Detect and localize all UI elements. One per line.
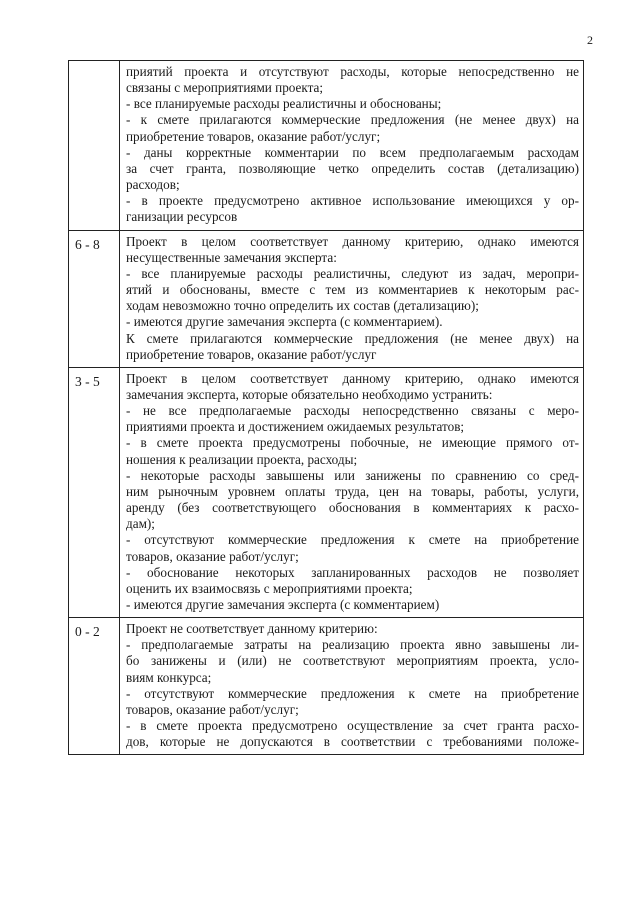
text-line: - отсутствуют коммерческие предложения к смете на приобретение [126,532,579,548]
criterion-description-cell [120,230,584,367]
text-line: К смете прилагаются коммерческие предложения (не менее двух) на [126,330,579,346]
text-line: расходов; [126,177,180,193]
text-line: ятий и обоснованы, вместе с тем из комментариев к некоторым рас- [126,282,579,298]
text-line: - все планируемые расходы реалистичны и обоснованы; [126,96,442,112]
text-line: за счет гранта, позволяющие четко определить состав (детализацию) [126,160,579,176]
text-line: Проект в целом соответствует данному критерию, однако имеются [126,233,579,249]
text-line: приобретение товаров, оказание работ/услуг [126,346,377,362]
text-line: бо занижены и (или) не соответствуют мероприятиям проекта, усло- [126,653,579,669]
text-line: аренду (без соответствующего обоснования в комментариях к расхо- [126,500,579,516]
score-range-cell: 6 - 8 [69,230,120,367]
text-line: приятий проекта и отсутствуют расходы, которые непосредственно не [126,64,579,79]
text-line: приобретение товаров, оказание работ/услуг; [126,128,381,144]
scoring-criteria-table [68,60,584,755]
text-line: Проект в целом соответствует данному критерию, однако имеются [126,370,579,386]
criterion-description-cell [120,367,584,617]
table-row [69,230,584,367]
criterion-description-cell [120,61,584,231]
text-line: - к смете прилагаются коммерческие предложения (не менее двух) на [126,112,579,128]
text-line: товаров, оказание работ/услуг; [126,701,299,717]
text-line: - некоторые расходы завышены или занижены по сравнению со сред- [126,467,579,483]
text-line: дам); [126,516,155,532]
text-line: - отсутствуют коммерческие предложения к смете на приобретение [126,685,579,701]
text-line: дов, которые не допускаются в соответствии с требованиями положе- [126,734,579,750]
text-line: ним рыночным уровнем оплаты труда, цен на товары, работы, услуги, [126,483,579,499]
table-row [69,61,584,231]
text-line: - не все предполагаемые расходы непосредственно связаны с меро- [126,403,579,419]
text-line: - имеются другие замечания эксперта (с комментарием) [126,597,440,612]
text-line: - даны корректные комментарии по всем предполагаемым расходам [126,144,579,160]
text-line: ношения к реализации проекта, расходы; [126,451,358,467]
text-line: несущественные замечания эксперта: [126,249,337,265]
text-line: - обоснование некоторых запланированных расходов не позволяет [126,564,579,580]
text-line: - все планируемые расходы реалистичны, следуют из задач, меропри- [126,265,579,281]
score-range-cell: 3 - 5 [69,367,120,617]
score-range-cell [69,61,120,231]
text-line: товаров, оказание работ/услуг; [126,548,299,564]
text-line: Проект не соответствует данному критерию: [126,621,378,637]
text-line: - в проекте предусмотрено активное использование имеющихся у ор- [126,193,579,209]
text-line: ганизации ресурсов [126,209,238,225]
text-line: приятиями проекта и достижением ожидаемых результатов; [126,419,465,435]
text-line: связаны с мероприятиями проекта; [126,80,324,96]
text-line: оценить их взаимосвязь с мероприятиями проекта; [126,580,413,596]
text-line: замечания эксперта, которые обязательно необходимо устранить: [126,386,493,402]
text-line: - имеются другие замечания эксперта (с комментарием). [126,314,443,330]
table-row [69,367,584,617]
text-line: - в смете проекта предусмотрено осуществление за счет гранта расхо- [126,718,579,734]
table-row [69,618,584,755]
page-number: 2 [587,33,593,47]
criterion-description-cell [120,618,584,755]
text-line: - предполагаемые затраты на реализацию проекта явно завышены ли- [126,637,579,653]
score-range-cell: 0 - 2 [69,618,120,755]
text-line: - в смете проекта предусмотрены побочные, не имеющие прямого от- [126,435,579,451]
text-line: ходам невозможно точно определить их состав (детализацию); [126,298,479,314]
text-line: виям конкурса; [126,669,212,685]
